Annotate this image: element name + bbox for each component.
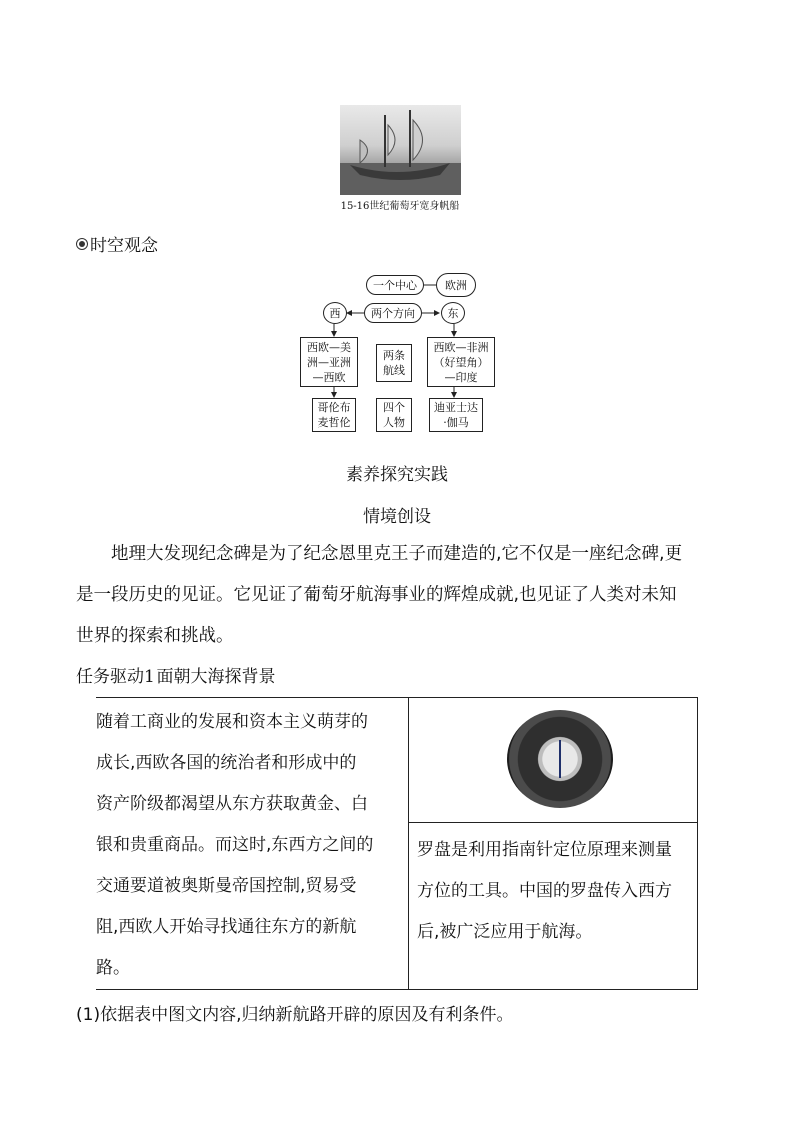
target-bullet-icon <box>76 238 88 250</box>
compass-text-cell <box>409 823 698 990</box>
center-value-box: 欧洲 <box>436 273 476 297</box>
table-left-line: 路。 <box>96 958 130 978</box>
west-node: 西 <box>323 302 347 324</box>
table-left-line: 随着工商业的发展和资本主义萌芽的 <box>96 712 368 732</box>
task-title: 面朝大海探背景 <box>156 667 276 687</box>
west-people-box: 哥伦布麦哲伦 <box>312 398 356 432</box>
task-prefix: 任务驱动 <box>76 667 144 687</box>
directions-label-box: 两个方向 <box>364 303 422 323</box>
ship-illustration <box>340 105 461 195</box>
compass-image-cell <box>409 698 698 823</box>
scenario-paragraph <box>76 534 718 657</box>
practice-title: 素养探究实践 <box>346 465 448 485</box>
compass-icon <box>507 710 613 808</box>
question-text: (1)依据表中图文内容,归纳新航路开辟的原因及有利条件。 <box>76 1005 514 1025</box>
routes-label-box: 两条航线 <box>376 344 412 382</box>
section-title: 时空观念 <box>90 236 158 256</box>
table-left-line: 阻,西欧人开始寻找通往东方的新航 <box>96 917 357 937</box>
table-left-line: 交通要道被奥斯曼帝国控制,贸易受 <box>96 876 357 896</box>
center-label-box: 一个中心 <box>366 275 424 295</box>
compass-needle <box>559 740 561 778</box>
east-route-box: 西欧—非洲（好望角）—印度 <box>427 337 495 387</box>
scenario-line: 是一段历史的见证。它见证了葡萄牙航海事业的辉煌成就,也见证了人类对未知 <box>76 585 677 605</box>
scenario-line: 世界的探索和挑战。 <box>76 626 234 646</box>
table-left-line: 资产阶级都渴望从东方获取黄金、白 <box>96 794 368 814</box>
material-table <box>96 697 698 990</box>
people-label-box: 四个人物 <box>376 398 412 432</box>
task-heading <box>76 662 276 687</box>
table-left-line: 成长,西欧各国的统治者和形成中的 <box>96 753 357 773</box>
table-left-line: 银和贵重商品。而这时,东西方之间的 <box>96 835 374 855</box>
scenario-line: 地理大发现纪念碑是为了纪念恩里克王子而建造的,它不仅是一座纪念碑,更 <box>111 544 683 564</box>
task-number: 1 <box>144 667 155 687</box>
east-people-box: 迪亚士达·伽马 <box>429 398 483 432</box>
concept-diagram <box>298 270 508 435</box>
west-route-box: 西欧—美洲—亚洲—西欧 <box>300 337 358 387</box>
section-heading <box>76 231 158 256</box>
practice-subtitle: 情境创设 <box>363 507 431 527</box>
figure-caption: 15-16世纪葡萄牙宽身帆船 <box>340 201 460 212</box>
east-node: 东 <box>441 302 465 324</box>
table-right-line: 方位的工具。中国的罗盘传入西方 <box>417 881 672 901</box>
table-right-line: 罗盘是利用指南针定位原理来测量 <box>417 840 672 860</box>
ship-photo <box>340 105 461 195</box>
table-right-line: 后,被广泛应用于航海。 <box>417 922 593 942</box>
background-text-cell <box>96 698 409 990</box>
